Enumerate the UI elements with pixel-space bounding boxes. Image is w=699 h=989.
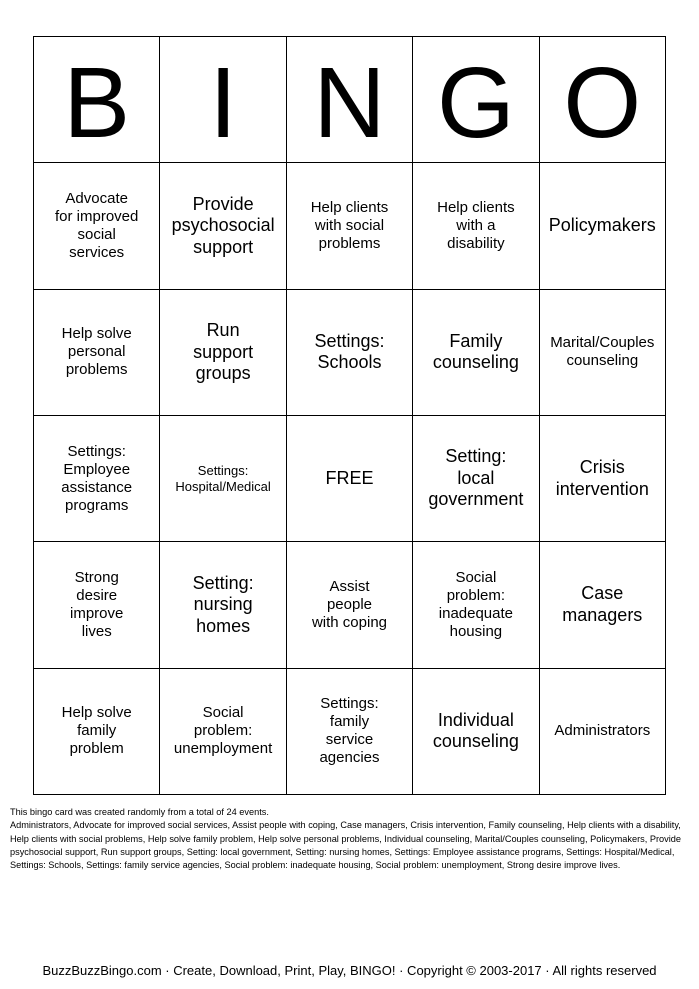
bingo-cell: Individual counseling [413,669,539,795]
bingo-cell: Run support groups [160,290,286,416]
bingo-cell: Case managers [540,542,666,668]
bingo-cell: Policymakers [540,163,666,289]
bingo-cell: Settings: family service agencies [287,669,413,795]
bingo-cell: Help clients with social problems [287,163,413,289]
bingo-cell: Advocate for improved social services [34,163,160,289]
summary-intro: This bingo card was created randomly from a total of 24 events. [10,807,269,817]
bingo-cell: Settings: Employee assistance programs [34,416,160,542]
bingo-cell: Crisis intervention [540,416,666,542]
free-space: FREE [287,416,413,542]
bingo-cell: Settings: Schools [287,290,413,416]
bingo-cell: Settings: Hospital/Medical [160,416,286,542]
header-o: O [540,37,666,163]
bingo-cell: Social problem: inadequate housing [413,542,539,668]
bingo-cell: Assist people with coping [287,542,413,668]
summary-event-list: Administrators, Advocate for improved social services, Assist people with coping, Case managers, Crisis intervention, Family counseling, Help clients with a disability, Help clients with social problems, Help solve family problem, Help solve personal problems, Individual counseling, Marital/Couples counseling, Policymakers, Provide psychosocial support, Run support groups, Setting: local government, Setting: nursing homes, Settings: Employee assistance programs, Settings: Hospital/Medical, Settings: Schools, Settings: family service agencies, Social problem: inadequate housing, Social problem: unemployment, Strong desire improve lives. [10,820,681,871]
bingo-cell: Help solve family problem [34,669,160,795]
bingo-card [33,36,666,795]
page-footer: BuzzBuzzBingo.com · Create, Download, Print, Play, BINGO! · Copyright © 2003-2017 · All rights reserved [42,963,657,978]
bingo-cell: Provide psychosocial support [160,163,286,289]
header-n: N [287,37,413,163]
header-g: G [413,37,539,163]
bingo-cell: Administrators [540,669,666,795]
bingo-cell: Strong desire improve lives [34,542,160,668]
event-summary [10,806,692,873]
bingo-cell: Social problem: unemployment [160,669,286,795]
bingo-cell: Help clients with a disability [413,163,539,289]
bingo-cell: Help solve personal problems [34,290,160,416]
bingo-cell: Family counseling [413,290,539,416]
bingo-cell: Marital/Couples counseling [540,290,666,416]
header-i: I [160,37,286,163]
bingo-cell: Setting: local government [413,416,539,542]
bingo-cell: Setting: nursing homes [160,542,286,668]
header-b: B [34,37,160,163]
